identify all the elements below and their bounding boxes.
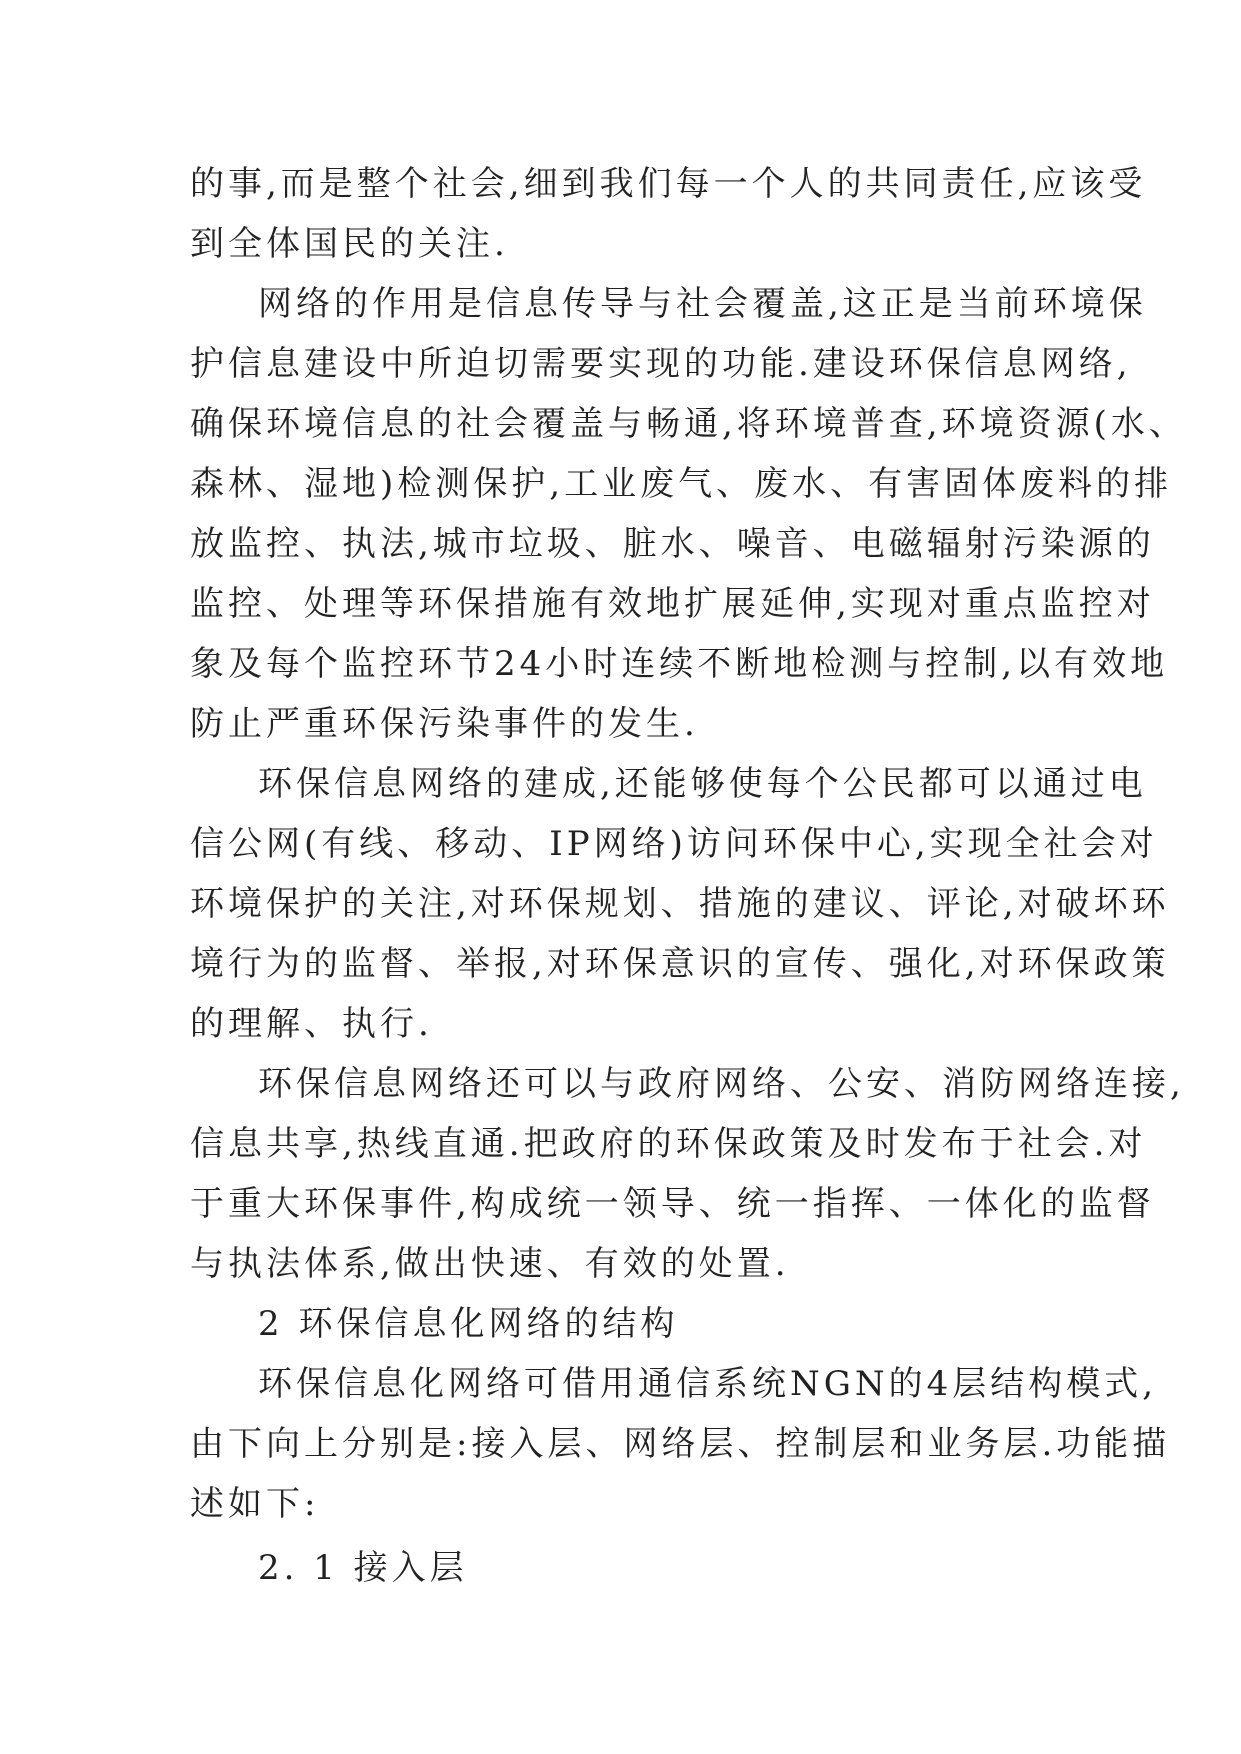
text-line: 由下向上分别是:接入层、网络层、控制层和业务层.功能描 xyxy=(190,1424,1171,1464)
text-line: 述如下: xyxy=(190,1484,320,1524)
text-line: 防止严重环保污染事件的发生. xyxy=(190,704,699,744)
paragraph-start-line: 环保信息网络还可以与政府网络、公安、消防网络连接, xyxy=(258,1064,1185,1104)
paragraph-start-line: 环保信息网络的建成,还能够使每个公民都可以通过电 xyxy=(258,764,1147,804)
text-line: 与执法体系,做出快速、有效的处置. xyxy=(190,1244,790,1284)
text-line: 环境保护的关注,对环保规划、措施的建议、评论,对破坏环 xyxy=(190,884,1170,924)
text-line: 境行为的监督、举报,对环保意识的宣传、强化,对环保政策 xyxy=(190,944,1170,984)
text-line: 森林、湿地)检测保护,工业废气、废水、有害固体废料的排 xyxy=(190,464,1173,504)
section-heading: 2 环保信息化网络的结构 xyxy=(258,1304,679,1344)
paragraph-start-line: 环保信息化网络可借用通信系统NGN的4层结构模式, xyxy=(258,1364,1158,1404)
text-line: 放监控、执法,城市垃圾、脏水、噪音、电磁辐射污染源的 xyxy=(190,524,1155,564)
subsection-heading: 2. 1 接入层 xyxy=(258,1548,468,1588)
paragraph-start-line: 网络的作用是信息传导与社会覆盖,这正是当前环境保 xyxy=(258,284,1147,324)
text-line: 监控、处理等环保措施有效地扩展延伸,实现对重点监控对 xyxy=(190,584,1155,624)
text-line: 信公网(有线、移动、IP网络)访问环保中心,实现全社会对 xyxy=(190,824,1158,864)
body-text xyxy=(190,154,1187,1598)
text-line: 象及每个监控环节24小时连续不断地检测与控制,以有效地 xyxy=(190,644,1169,684)
text-line: 护信息建设中所迫切需要实现的功能.建设环保信息网络, xyxy=(190,344,1132,384)
text-line: 信息共享,热线直通.把政府的环保政策及时发布于社会.对 xyxy=(190,1124,1147,1164)
text-line: 到全体国民的关注. xyxy=(190,224,509,264)
text-line: 确保环境信息的社会覆盖与畅通,将环境普查,环境资源(水、 xyxy=(190,404,1187,444)
text-line: 的理解、执行. xyxy=(190,1004,433,1044)
text-line: 于重大环保事件,构成统一领导、统一指挥、一体化的监督 xyxy=(190,1184,1155,1224)
text-line: 的事,而是整个社会,细到我们每一个人的共同责任,应该受 xyxy=(190,164,1147,204)
